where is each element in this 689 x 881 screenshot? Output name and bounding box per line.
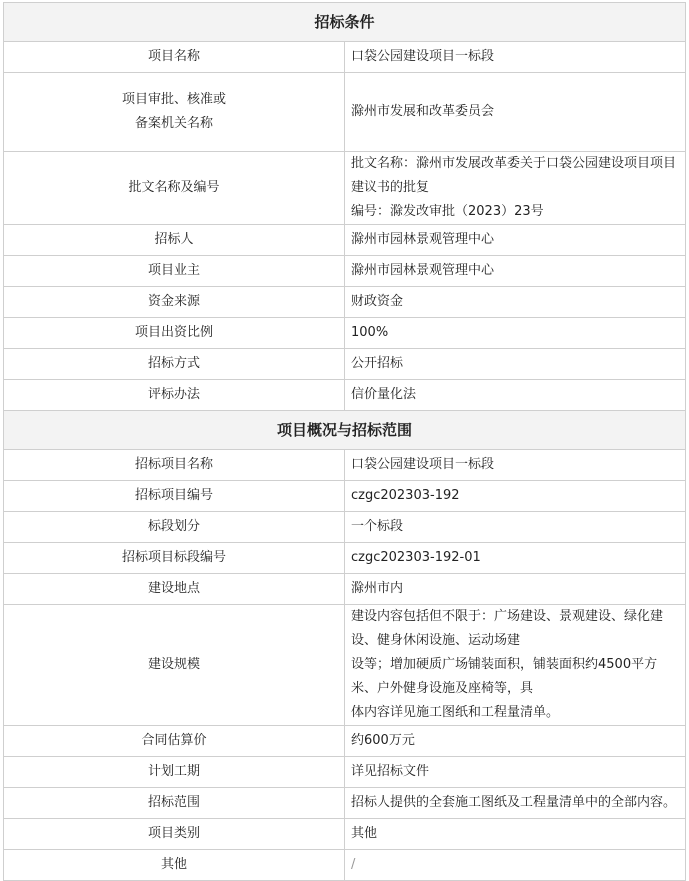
row-value: 约600万元	[345, 726, 686, 757]
table-row	[4, 380, 686, 411]
row-value: 招标人提供的全套施工图纸及工程量清单中的全部内容。	[345, 788, 686, 819]
row-value: 一个标段	[345, 512, 686, 543]
value-line: 建设内容包括但不限于：广场建设、景观建设、绿化建设、健身休闲设施、运动场建	[351, 609, 664, 648]
section-title: 招标条件	[4, 3, 686, 42]
row-label: 建设规模	[4, 605, 345, 726]
row-value: 公开招标	[345, 349, 686, 380]
row-label: 标段划分	[4, 512, 345, 543]
value-line: 批文名称：滁州市发展改革委关于口袋公园建设项目项目建议书的批复	[351, 156, 677, 195]
value-line: 体内容详见施工图纸和工程量清单。	[351, 705, 560, 720]
table-row	[4, 256, 686, 287]
row-value: 信价量化法	[345, 380, 686, 411]
row-label: 项目业主	[4, 256, 345, 287]
table-row	[4, 287, 686, 318]
table-row	[4, 42, 686, 73]
label-line: 备案机关名称	[134, 116, 213, 131]
row-label: 项目名称	[4, 42, 345, 73]
value-line: 编号：滁发改审批（2023）23号	[351, 204, 544, 219]
table-row	[4, 349, 686, 380]
row-label: 招标方式	[4, 349, 345, 380]
row-value: 详见招标文件	[345, 757, 686, 788]
row-value: 滁州市内	[345, 574, 686, 605]
table-row	[4, 605, 686, 726]
row-value	[345, 152, 686, 225]
table-row	[4, 225, 686, 256]
table-row	[4, 819, 686, 850]
tender-table	[3, 2, 686, 881]
row-label: 项目类别	[4, 819, 345, 850]
row-label: 项目出资比例	[4, 318, 345, 349]
table-row	[4, 450, 686, 481]
row-label: 招标项目编号	[4, 481, 345, 512]
row-label: 招标项目名称	[4, 450, 345, 481]
table-row	[4, 318, 686, 349]
table-row	[4, 481, 686, 512]
table-row	[4, 757, 686, 788]
row-value: czgc202303-192-01	[345, 543, 686, 574]
row-label: 资金来源	[4, 287, 345, 318]
row-label: 招标项目标段编号	[4, 543, 345, 574]
row-label: 计划工期	[4, 757, 345, 788]
row-value: 口袋公园建设项目一标段	[345, 450, 686, 481]
row-label: 招标范围	[4, 788, 345, 819]
row-value: 滁州市园林景观管理中心	[345, 225, 686, 256]
table-row	[4, 73, 686, 152]
row-value	[345, 605, 686, 726]
row-value: 财政资金	[345, 287, 686, 318]
table-row	[4, 850, 686, 881]
row-value: 滁州市发展和改革委员会	[345, 73, 686, 152]
row-label: 合同估算价	[4, 726, 345, 757]
row-label: 建设地点	[4, 574, 345, 605]
value-line: 设等；增加硬质广场铺装面积，铺装面积约4500平方米、户外健身设施及座椅等，具	[351, 657, 658, 696]
table-row	[4, 512, 686, 543]
row-value: /	[345, 850, 686, 881]
row-value: czgc202303-192	[345, 481, 686, 512]
table-row	[4, 152, 686, 225]
table-row	[4, 788, 686, 819]
row-value: 100%	[345, 318, 686, 349]
row-value: 口袋公园建设项目一标段	[345, 42, 686, 73]
label-line: 项目审批、核准或	[121, 92, 226, 107]
section-header-overview	[4, 411, 686, 450]
row-label: 批文名称及编号	[4, 152, 345, 225]
table-row	[4, 543, 686, 574]
row-label	[4, 73, 345, 152]
row-value: 滁州市园林景观管理中心	[345, 256, 686, 287]
row-label: 招标人	[4, 225, 345, 256]
row-value: 其他	[345, 819, 686, 850]
table-row	[4, 574, 686, 605]
section-title: 项目概况与招标范围	[4, 411, 686, 450]
section-header-conditions	[4, 3, 686, 42]
table-row	[4, 726, 686, 757]
row-label: 其他	[4, 850, 345, 881]
row-label: 评标办法	[4, 380, 345, 411]
